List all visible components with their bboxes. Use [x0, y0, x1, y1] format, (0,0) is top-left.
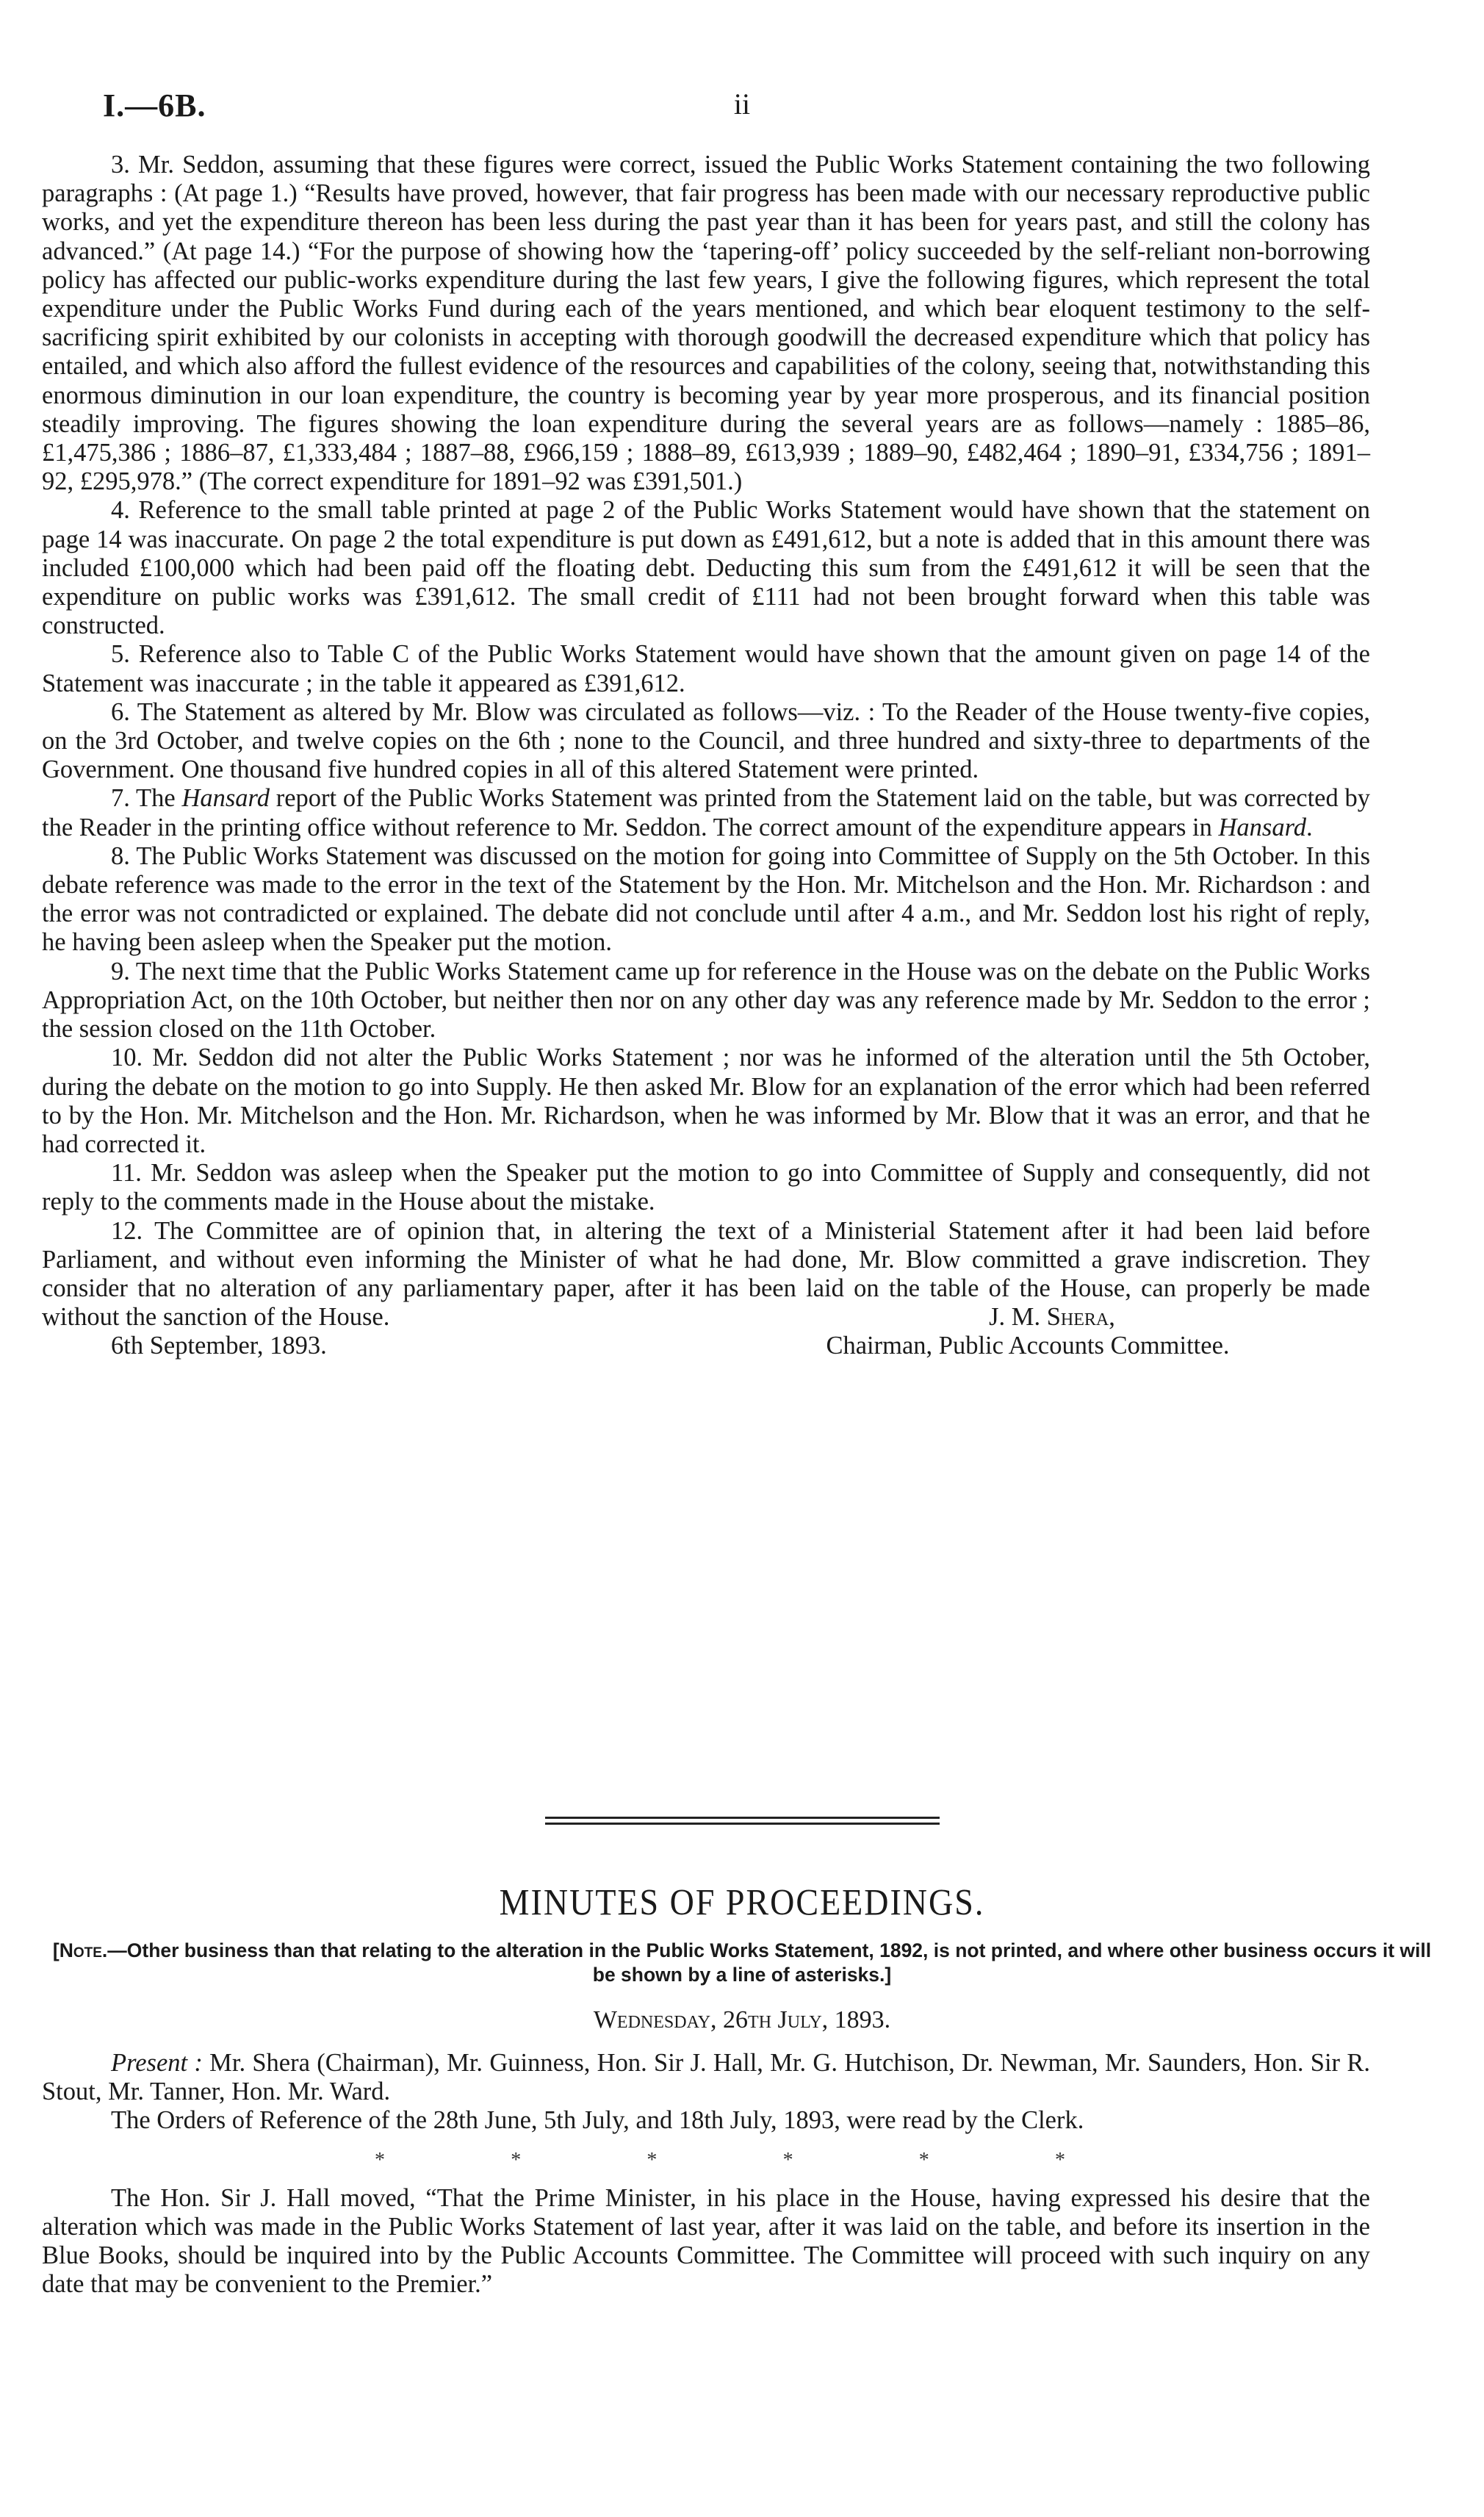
- paragraph-7: 7. The Hansard report of the Public Works Statement was printed from the Statement laid on the table, but was corrected by the Reader in the printing office without reference to Mr. Seddon. The correct amount of the expenditure appears in Hansard.: [42, 784, 1371, 841]
- signatory-title: Chairman, Public Accounts Committee.: [826, 1332, 1230, 1360]
- page-number: ii: [733, 87, 751, 121]
- hansard-italic: Hansard: [181, 784, 270, 813]
- minutes-title: MINUTES OF PROCEEDINGS.: [499, 1881, 985, 1923]
- hansard-italic: Hansard: [1218, 813, 1306, 841]
- meeting-date: Wednesday, 26th July, 1893.: [593, 2006, 891, 2033]
- committee-report: [42, 151, 1370, 1361]
- section-reference: I.—6B.: [103, 87, 206, 123]
- date-row: [42, 1332, 1370, 1360]
- paragraph-4: 4. Reference to the small table printed at page 2 of the Public Works Statement would have shown that the statement on page 14 was inaccurate. On page 2 the total expenditure is put down as £491,612, but a note is added that in this amount there was included £100,000 which had been paid off the floating debt. Deducting this sum from the £491,612 it will be seen that the expenditure on public works was £391,612. The small credit of £111 had not been brought forward when this table was constructed.: [42, 496, 1370, 640]
- motion-paragraph: The Hon. Sir J. Hall moved, “That the Prime Minister, in his place in the House, having expressed his desire that the alteration which was made in the Public Works Statement of last year, after it was laid on the table, and before its insertion in the Blue Books, should be inquired into by the Public Accounts Committee. The Committee will proceed with such inquiry on any date that may be convenient to the Premier.”: [42, 2184, 1370, 2298]
- paragraph-6: 6. The Statement as altered by Mr. Blow was circulated as follows—viz. : To the Reader of the House twenty-five copies, on the 3rd October, and twelve copies on the 6th ; none to the Council, and three hundred and sixty-three to departments of the Government. One thousand five hundred copies in all of this altered Statement were printed.: [42, 697, 1370, 784]
- paragraph-10: 10. Mr. Seddon did not alter the Public Works Statement ; nor was he informed of the alteration until the 5th October, during the debate on the motion to go into Supply. He then asked Mr. Blow for an explanation of the error which had been referred to by the Hon. Mr. Mitchelson and the Hon. Mr. Richardson, when he was informed by Mr. Blow that it was an error, and that he had corrected it.: [42, 1044, 1370, 1158]
- paragraph-3: 3. Mr. Seddon, assuming that these figures were correct, issued the Public Works Statement containing the two following paragraphs : (At page 1.) “Results have proved, however, that fair progress has been made with our necessary reproductive public works, and yet the expenditure thereon has been less during the past year than it has been for years past, and still the colony has advanced.” (At page 14.) “For the purpose of showing how the ‘tapering-off’ policy succeeded by the self-reliant non-borrowing policy has affected our public-works expenditure during the last few years, I give the following figures, which represent the total expenditure under the Public Works Fund during each of the years mentioned, and which bear eloquent testimony to the self-sacrificing spirit exhibited by our colonists in accepting with thorough goodwill the decreased expenditure which that policy has entailed, and which also afford the fullest evidence of the resources and capabilities of the colony, seeing that, notwithstanding this enormous diminution in our loan expenditure, the country is becoming year by year more prosperous, and its financial position steadily improving. The figures showing the loan expenditure during the several years are as follows—namely : 1885–86, £1,475,386 ; 1886–87, £1,333,484 ; 1887–88, £966,159 ; 1888–89, £613,939 ; 1889–90, £482,464 ; 1890–91, £334,756 ; 1891–92, £295,978.” (The correct expenditure for 1891–92 was £391,501.): [42, 151, 1370, 496]
- present-paragraph: Present : Mr. Shera (Chairman), Mr. Guinness, Hon. Sir J. Hall, Mr. G. Hutchison, Dr. Newman, Mr. Saunders, Hon. Sir R. Stout, Mr. Tanner, Hon. Mr. Ward.: [42, 2049, 1370, 2105]
- paragraph-11: 11. Mr. Seddon was asleep when the Speaker put the motion to go into Committee of Supply and consequently, did not reply to the comments made in the House about the mistake.: [42, 1159, 1370, 1216]
- orders-paragraph: The Orders of Reference of the 28th June, 5th July, and 18th July, 1893, were read by the Clerk.: [111, 2106, 1084, 2134]
- paragraph-5: 5. Reference also to Table C of the Public Works Statement would have shown that the amount given on page 14 of the Statement was inaccurate ; in the table it appeared as £391,612.: [42, 640, 1370, 697]
- report-date: 6th September, 1893.: [111, 1332, 327, 1360]
- minutes-body: [42, 2049, 1370, 2135]
- signature-row: [42, 1303, 1370, 1332]
- section-divider: [545, 1817, 940, 1819]
- present-label: Present :: [111, 2049, 203, 2077]
- motion-body: [42, 2184, 1370, 2299]
- section-divider: [545, 1823, 940, 1825]
- signatory-name: J. M. Shera,: [989, 1303, 1115, 1332]
- paragraph-12: 12. The Committee are of opinion that, in altering the text of a Ministerial Statement after it had been laid before Parliament, and without even informing the Minister of what he had done, Mr. Blow committed a grave indiscretion. They consider that no alteration of any parliamentary paper, after it has been laid on the table of the House, can properly be made without the sanction of the House.: [42, 1216, 1370, 1332]
- page-header: [103, 87, 1381, 131]
- editorial-note: [Note.—Other business than that relating to the alteration in the Public Works Statement, 1892, is not printed, and where other business occurs it will be shown by a line of asterisks.]: [52, 1939, 1432, 1986]
- paragraph-8: 8. The Public Works Statement was discussed on the motion for going into Committee of Supply on the 5th October. In this debate reference was made to the error in the text of the Statement by the Hon. Mr. Mitchelson and the Hon. Mr. Richardson : and the error was not contradicted or explained. The debate did not conclude until after 4 a.m., and Mr. Seddon lost his right of reply, he having been asleep when the Speaker put the motion.: [42, 841, 1370, 957]
- asterisk-line: * * * * * *: [375, 2149, 1065, 2172]
- paragraph-9: 9. The next time that the Public Works Statement came up for reference in the House was on the debate on the Public Works Appropriation Act, on the 10th October, but neither then nor on any other day was any reference made by Mr. Seddon to the error ; the session closed on the 11th October.: [42, 957, 1370, 1044]
